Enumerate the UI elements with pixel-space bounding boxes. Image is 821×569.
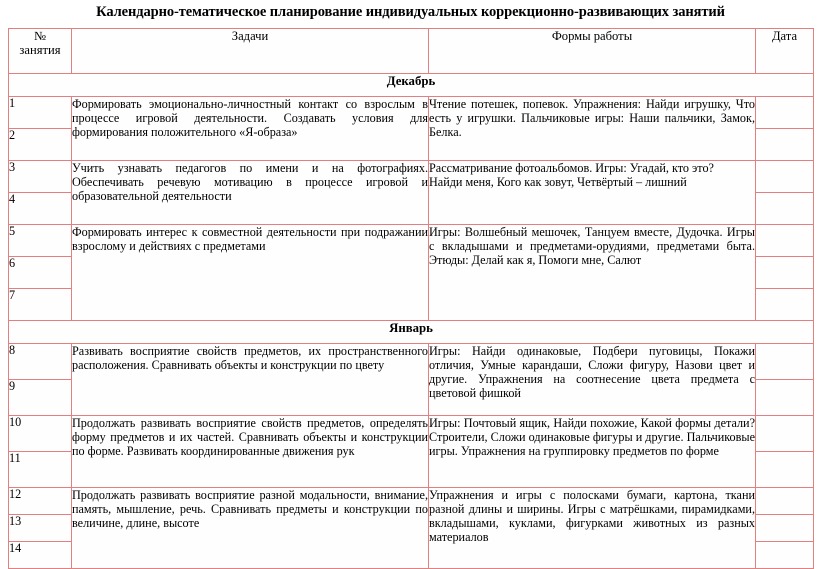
lesson-number-cell: 9	[9, 379, 72, 415]
lesson-number-cell: 12	[9, 487, 72, 514]
forms-line-1: Рассматривание фотоальбомов. Игры: Угадай, кто это?	[429, 160, 714, 175]
lesson-number-cell: 2	[9, 128, 72, 160]
lesson-number-cell: 13	[9, 514, 72, 541]
planning-table	[8, 28, 814, 569]
lesson-number-cell: 7	[9, 288, 72, 320]
lesson-number-cell: 6	[9, 256, 72, 288]
header-row	[9, 28, 814, 73]
date-cell[interactable]	[756, 96, 814, 128]
column-header-number-line2: занятия	[19, 43, 61, 58]
table-row	[9, 160, 814, 192]
lesson-number-cell: 14	[9, 541, 72, 568]
forms-cell: Игры: Найди одинаковые, Подбери пуговицы, Покажи отличия, Умные карандаши, Сложи фигуру, Назови цвет и другие. Упражнения на соотнесение цвета предмета с цветовой фишкой	[429, 343, 756, 415]
lesson-number-cell: 4	[9, 192, 72, 224]
date-cell[interactable]	[756, 487, 814, 514]
date-cell[interactable]	[756, 224, 814, 256]
tasks-cell: Продолжать развивать восприятие свойств предметов, определять форму предметов и их частей. Сравнивать объекты и конструкции по форме. Развивать координированные движения рук	[72, 415, 429, 487]
forms-cell: Упражнения и игры с полосками бумаги, картона, ткани разной длины и ширины. Игры с матрёшками, пирамидками, вкладышами, куклами, фигурками животных из разных материалов	[429, 487, 756, 568]
month-header-row	[9, 73, 814, 96]
month-label-january: Январь	[9, 320, 814, 343]
table-row	[9, 343, 814, 379]
month-label-december: Декабрь	[9, 73, 814, 96]
date-cell[interactable]	[756, 256, 814, 288]
forms-cell: Игры: Почтовый ящик, Найди похожие, Какой формы детали? Строители, Сложи одинаковые фигуры и другие. Пальчиковые игры. Упражнения на группировку предметов по форме	[429, 415, 756, 487]
date-cell[interactable]	[756, 415, 814, 451]
column-header-tasks: Задачи	[72, 28, 429, 73]
lesson-number-cell: 10	[9, 415, 72, 451]
table-row	[9, 224, 814, 256]
page-title: Календарно-тематическое планирование индивидуальных коррекционно-развивающих занятий	[96, 4, 725, 20]
date-cell[interactable]	[756, 514, 814, 541]
column-header-forms: Формы работы	[429, 28, 756, 73]
table-row	[9, 96, 814, 128]
lesson-number-cell: 5	[9, 224, 72, 256]
date-cell[interactable]	[756, 541, 814, 568]
forms-cell	[429, 160, 756, 224]
column-header-date: Дата	[756, 28, 814, 73]
column-header-number	[9, 28, 72, 73]
tasks-cell: Развивать восприятие свойств предметов, их пространственного расположения. Сравнивать объекты и конструкции по цвету	[72, 343, 429, 415]
table-body	[9, 73, 814, 568]
lesson-number-cell: 1	[9, 96, 72, 128]
date-cell[interactable]	[756, 451, 814, 487]
table-row	[9, 487, 814, 514]
date-cell[interactable]	[756, 160, 814, 192]
tasks-cell: Продолжать развивать восприятие разной модальности, внимание, память, мышление, речь. Сравнивать предметы и конструкции по величине, длине, высоте	[72, 487, 429, 568]
forms-cell: Игры: Волшебный мешочек, Танцуем вместе, Дудочка. Игры с вкладышами и предметами-орудиями, предметами быта. Этюды: Делай как я, Помоги мне, Салют	[429, 224, 756, 320]
date-cell[interactable]	[756, 128, 814, 160]
tasks-cell: Формировать эмоционально-личностный контакт со взрослым в процессе игровой деятельности. Создавать условия для формирования положительного «Я-образа»	[72, 96, 429, 160]
lesson-number-cell: 3	[9, 160, 72, 192]
date-cell[interactable]	[756, 379, 814, 415]
lesson-number-cell: 11	[9, 451, 72, 487]
month-header-row	[9, 320, 814, 343]
table-row	[9, 415, 814, 451]
forms-line-2: Найди меня, Кого как зовут, Четвёртый – лишний	[429, 175, 687, 190]
date-cell[interactable]	[756, 343, 814, 379]
column-header-number-line1: №	[33, 28, 47, 43]
table-header	[9, 28, 814, 73]
tasks-cell: Учить узнавать педагогов по имени и на фотографиях. Обеспечивать речевую мотивацию в процессе игровой и образовательной деятельности	[72, 160, 429, 224]
forms-cell: Чтение потешек, попевок. Упражнения: Найди игрушку, Что есть у игрушки. Пальчиковые игры: Наши пальчики, Замок, Белка.	[429, 96, 756, 160]
lesson-number-cell: 8	[9, 343, 72, 379]
date-cell[interactable]	[756, 192, 814, 224]
tasks-cell: Формировать интерес к совместной деятельности при подражании взрослому и действиях с предметами	[72, 224, 429, 320]
date-cell[interactable]	[756, 288, 814, 320]
